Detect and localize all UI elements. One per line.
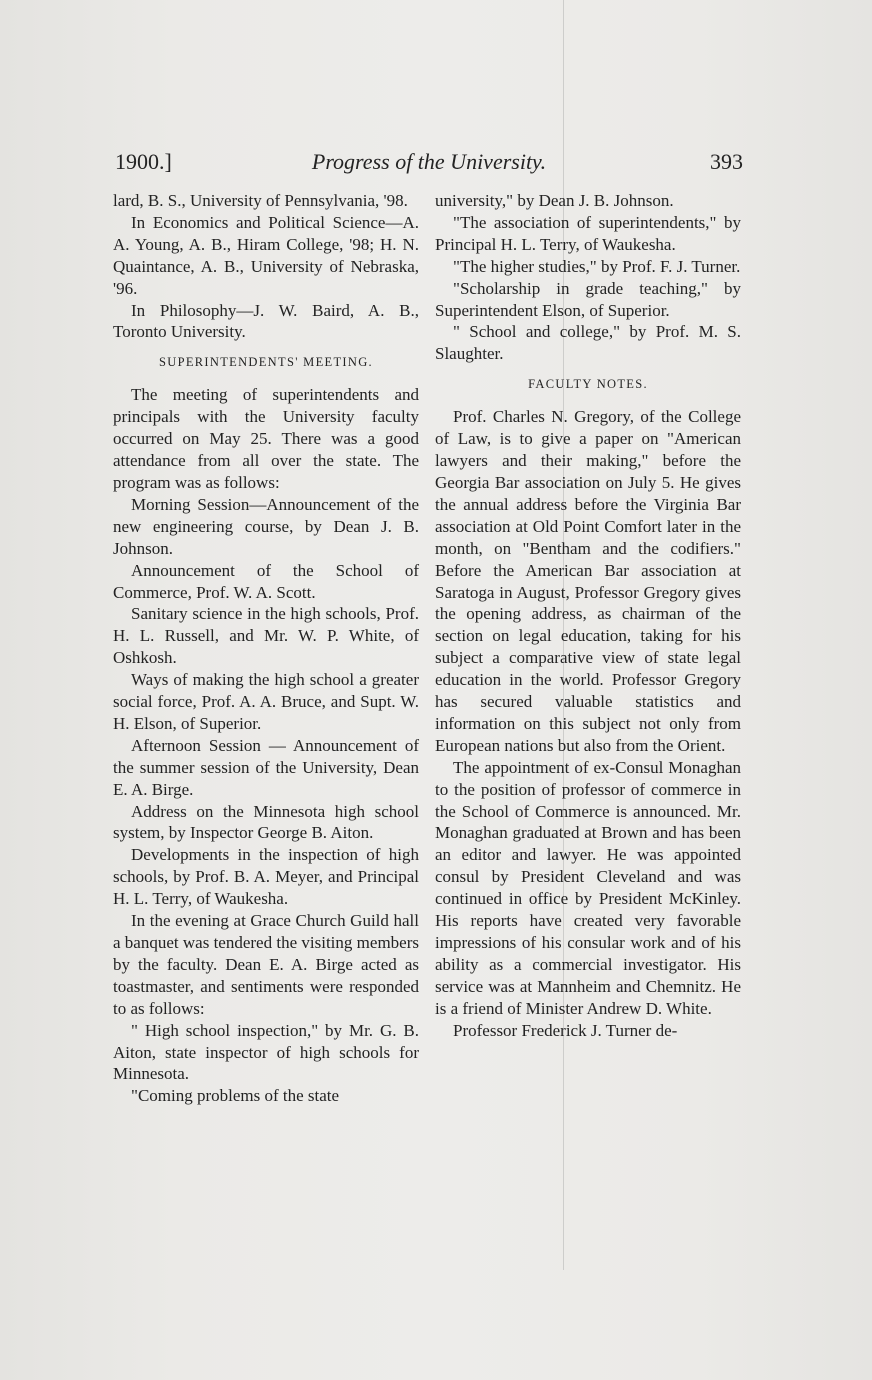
paragraph: lard, B. S., University of Pennsylvania, '98.: [113, 191, 408, 210]
paragraph: Morning Session—Announcement of the new engineering course, by Dean J. B. Johnson.: [113, 494, 419, 558]
running-header: [115, 149, 743, 181]
paragraph: "The association of superintendents," by Principal H. L. Terry, of Waukesha.: [435, 212, 741, 254]
header-title: Progress of the University.: [311, 149, 547, 174]
paragraph: Prof. Charles N. Gregory, of the College of Law, is to give a paper on "American lawyers and their making," before the Georgia Bar association on July 5. He gives the annual address before the Virginia Bar association at Old Point Comfort later in the month, on "Bentham and the codifiers." Before the American Bar association at Saratoga in August, Professor Gregory gives the opening address, as chairman of the section on legal education, taking for his subject a comparative view of state legal education in the world. Professor Gregory has secured valuable statistics and information on this subject not only from European nations but also from the Orient.: [435, 407, 741, 755]
paragraph: In Philosophy—J. W. Baird, A. B., Toronto University.: [113, 300, 419, 342]
paragraph: Developments in the inspection of high schools, by Prof. B. A. Meyer, and Principal H. L. Terry, of Waukesha.: [113, 845, 419, 909]
paragraph: Ways of making the high school a greater social force, Prof. A. A. Bruce, and Supt. W. H. Elson, of Superior.: [113, 670, 419, 733]
paragraph: Professor Frederick J. Turner de-: [453, 1020, 678, 1040]
paragraph: Sanitary science in the high schools, Prof. H. L. Russell, and Mr. W. P. White, of Oshkosh.: [113, 604, 419, 668]
paragraph: The appointment of ex-Consul Monaghan to the position of professor of commerce in the School of Commerce is announced. Mr. Monaghan graduated at Brown and has been an editor and lawyer. He was appointed consul by President Cleveland and was continued in office by President McKinley. His reports have created very favorable impressions of his consular work and of his ability as a commercial investigator. His service was at Mannheim and Chemnitz. He is a friend of Minister Andrew D. White.: [435, 757, 741, 1018]
paragraph: In the evening at Grace Church Guild hall a banquet was tendered the visiting members by the faculty. Dean E. A. Birge acted as toastmaster, and sentiments were responded to as follows:: [113, 911, 419, 1018]
paragraph: " High school inspection," by Mr. G. B. Aiton, state inspector of high schools for Minnesota.: [113, 1020, 419, 1084]
paragraph: university," by Dean J. B. Johnson.: [435, 191, 674, 210]
section-heading-faculty-notes: FACULTY NOTES.: [528, 377, 648, 392]
right-column: [435, 190, 741, 1042]
paragraph: The meeting of superintendents and principals with the University faculty occurred on May 25. There was a good attendance from all over the state. The program was as follows:: [113, 385, 419, 492]
paragraph: " School and college," by Prof. M. S. Slaughter.: [435, 322, 741, 364]
paragraph: Afternoon Session — Announcement of the summer session of the University, Dean E. A. Birge.: [113, 735, 419, 799]
section-heading-superintendents-meeting: SUPERINTENDENTS' MEETING.: [159, 355, 373, 370]
left-column: [113, 190, 419, 1107]
paragraph: "Scholarship in grade teaching," by Superintendent Elson, of Superior.: [435, 278, 741, 320]
page-number: 393: [710, 149, 743, 174]
paragraph: Address on the Minnesota high school system, by Inspector George B. Aiton.: [113, 801, 419, 843]
paragraph: Announcement of the School of Commerce, Prof. W. A. Scott.: [113, 560, 419, 602]
paragraph: In Economics and Political Science—A. A. Young, A. B., Hiram College, '98; H. N. Quaintance, A. B., University of Nebraska, '96.: [113, 212, 419, 298]
paragraph: "Coming problems of the state: [131, 1086, 340, 1106]
header-year: 1900.]: [115, 149, 172, 174]
paragraph: "The higher studies," by Prof. F. J. Turner.: [453, 256, 741, 276]
